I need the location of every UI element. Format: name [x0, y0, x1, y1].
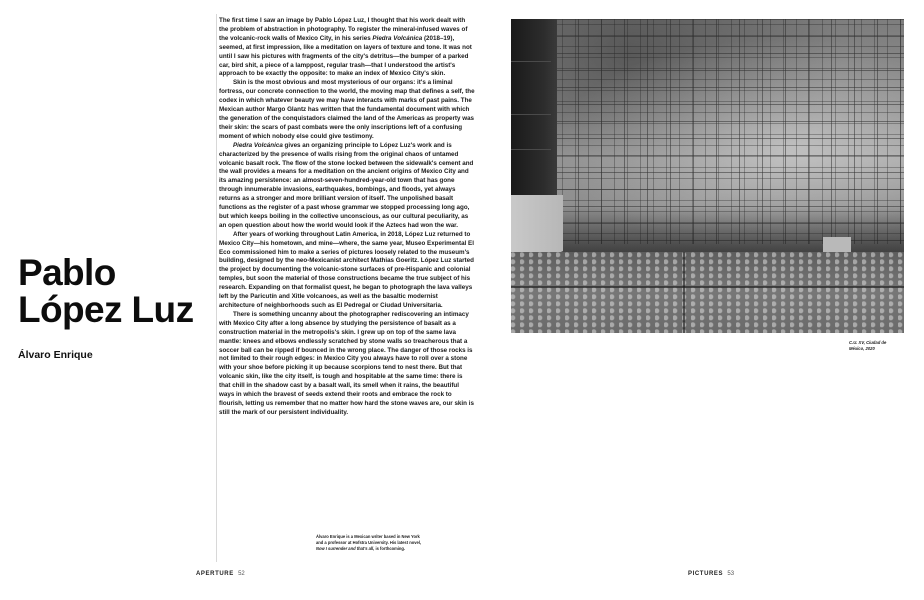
photo-wall-shadow [555, 207, 904, 252]
folio-right [688, 571, 734, 577]
folio-left [196, 571, 245, 577]
text-run: gives an organizing principle to López Luz's work and is characterized by the presence of walls rising from the original chaos of untamed volcanic basalt rock. The flow of the stone locked between the sidewalk's cement and the wall provides a means for a meditation on the ancient origins of Mexico City and its amazing persistence: an almost-seven-hundred-year-old town that has gone through innumerable invasions, earthquakes, bombings, and floods, yet always returns as a stronger and more brilliant version of itself. The unpolished basalt functions as the register of a past whose grammar we stopped processing long ago, but which keeps boiling in the collective unconscious, as our cultural peculiarity, as an open question about how the world would look if the Aztecs had won the war. [219, 141, 474, 229]
text-run: Skin is the most obvious and most mysterious of our organs: it's a liminal fortress, our concrete connection to the world, the moving map that defines a self, the codex in which whatever beauty we may have interacts with marks of past pains. The Mexican author Margo Glantz has written that the fundamental document with which the generation of the conquistadors claimed the land of the Americas as property was their skin: the scars of past combats were the only inscriptions left of a confusing moment of which nobody else could give testimony. [219, 79, 475, 140]
italic-title-text: Piedra Volcánica [233, 141, 283, 149]
page-number-right: 53 [727, 571, 735, 577]
text-run: There is something uncanny about the photographer rediscovering an intimacy with Mexico City after a long absence by studying the persistence of basalt as a construction material in the metropolis's skin. I grew up on top of the same lava mantle: knees and elbows endlessly scratched by stone walls so treacherous that a soccer ball can be ripped if bounced in the wrong place. The danger of those rocks is not limited to their rough edges: in Mexico City you always have to roll over a stone with your shoe before picking it up because scorpions tend to nest there. But that volcanic skin, like the city itself, is tough and hospitable at the same time: there is that chill in the shadow cast by a basalt wall, its smell when it rains, the beautiful ways in which the bravest of seeds extend their roots and embrace the rock to flourish, letting us remember that no matter how hard the stone waves are, our skin is still the mark of our persistent individuality. [219, 310, 474, 416]
text-run: Álvaro Enrique is a Mexican writer based in New York and a professor at Hofstra University. His latest novel, [316, 534, 422, 545]
italic-title-text: Piedra Volcánica [372, 34, 423, 42]
essay-paragraph-1 [219, 17, 475, 79]
caption-line-2: México, 2020 [849, 345, 875, 351]
photograph-volcanic-wall [511, 19, 904, 333]
photo-caption [849, 340, 909, 352]
text-run: (2018–19), seemed, at first impression, like a meditation on layers of texture and tone. It was not until I saw his pictures with fragments of the city's detritus—the bumper of a parked car, bird shit, a piece of a lamppost, regular trash—that I understood the artist's approach to be exactly the opposite: to make an index of Mexico City's skin. [219, 34, 472, 78]
photo-floor-seam [683, 252, 685, 333]
caption-line-1: C.U. XV, Ciudad de [849, 340, 887, 345]
essay-paragraph-3 [219, 142, 475, 231]
essay-paragraph-5 [219, 311, 475, 418]
photo-door-pane [511, 149, 551, 150]
text-run: , is forthcoming. [373, 545, 406, 551]
text-run: After years of working throughout Latin America, in 2018, López Luz returned to Mexico City—his hometown, and mine—where, the same year, Museo Experimental El Eco commissioned him to make a series of pictures loosely related to the museum's building, designed by the neo-Mexicanist architect Mathias Goeritz. López Luz started the project by documenting the volcanic-stone surfaces of pre-Hispanic and colonial temples, but soon the material of those constructions became the true subject of his research. Expanding on that formalist quest, he began to photograph the lava valleys left by the Paricutín and Xitle volcanoes, as well as the basaltic modernist architecture of neighborhoods such as El Pedregal or Ciudad Universitaria. [219, 230, 474, 309]
title-line-2: López Luz [18, 289, 194, 330]
essay-body [219, 17, 475, 418]
essay-paragraph-2 [219, 79, 475, 141]
title-line-1: Pablo [18, 252, 116, 293]
article-title-block [18, 254, 208, 361]
author-byline: Álvaro Enrique [18, 349, 93, 361]
page-number-left: 52 [238, 571, 245, 577]
italic-title-text: Now I surrender and that's all [316, 545, 374, 551]
photo-floor-seam [511, 286, 904, 288]
article-title [18, 254, 208, 328]
photo-mosaic-floor [511, 252, 904, 333]
column-divider [216, 14, 217, 562]
magazine-name: APERTURE [196, 571, 234, 577]
section-name: PICTURES [688, 571, 724, 577]
photo-dark-doorway [511, 19, 557, 195]
photo-door-pane [511, 61, 551, 62]
photo-door-pane [511, 114, 551, 115]
text-run: The first time I saw an image by Pablo López Luz, I thought that his work dealt with the problem of abstraction in photography. To register the mineral-infused waves of the volcanic-rock walls of Mexico City, in his series [219, 17, 468, 42]
essay-paragraph-4 [219, 231, 475, 311]
author-bio [316, 534, 424, 551]
